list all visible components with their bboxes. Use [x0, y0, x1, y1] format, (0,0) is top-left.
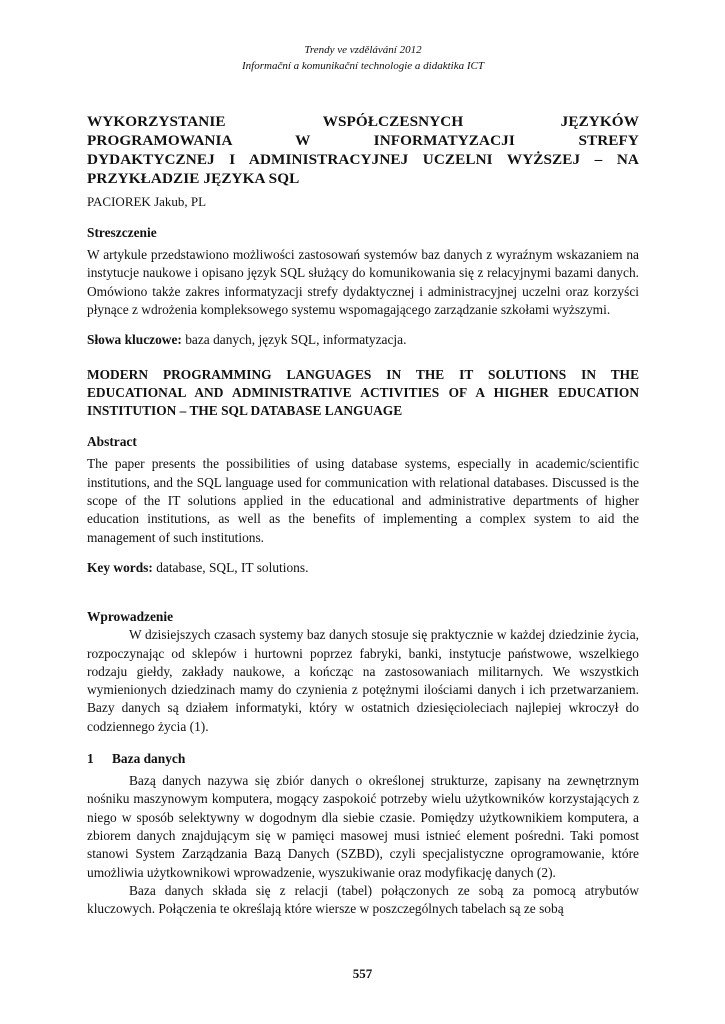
section-1-number: 1 — [87, 751, 94, 767]
slowa-kluczowe-value: baza danych, język SQL, informatyzacja. — [181, 332, 407, 348]
author: PACIOREK Jakub, PL — [87, 194, 207, 209]
key-words — [87, 559, 639, 577]
section-1-heading — [87, 750, 639, 768]
header-line-2: Informační a komunikační technologie a didaktika ICT — [242, 60, 484, 72]
title-line-3: DYDAKTYCZNEJ I ADMINISTRACYJNEJ UCZELNI WYŻSZEJ – NA — [87, 151, 639, 168]
header-line-1: Trendy ve vzdělávání 2012 — [304, 44, 422, 56]
abstract-heading: Abstract — [87, 434, 137, 450]
title-line-2: PROGRAMOWANIA W INFORMATYZACJI STREFY — [87, 132, 639, 149]
wprowadzenie-body: W dzisiejszych czasach systemy baz danych stosuje się praktycznie w każdej dziedzinie życia, rozpoczynając od sklepów i hurtowni poprzez fabryki, banki, instytucje państwowe, wszelkiego rodzaju giełdy, zakłady naukowe, a kończąc na zastosowaniach militarnych. We wszystkich wymienionych dziedzinach mamy do czynienia z potężnymi ilościami danych i ich przetwarzaniem. Bazy danych są działem informatyki, który w ostatnich dziesięcioleciach najlepiej wkroczył do codziennego życia (1). — [87, 627, 639, 734]
streszczenie-heading: Streszczenie — [87, 225, 157, 240]
abstract-body: The paper presents the possibilities of using database systems, especially in academic/scientific institutions, and the SQL language used for communication with relational databases. Discussed is the scope of the IT solutions applied in the educational and administrative departments of higher education institutions, as well as the benefits of implementing a complex system to aid the management of such institutions. — [87, 456, 639, 545]
running-header — [87, 42, 639, 74]
section-1-paragraph-1: Bazą danych nazywa się zbiór danych o określonej strukturze, zapisany na zewnętrznym nośniku maszynowym komputera, mogący zaspokoić potrzeby wielu użytkowników korzystających z niego w sposób selektywny w dogodnym dla siebie czasie. Pomiędzy użytkownikiem komputera, a zbiorem danych znajdującym się w pamięci masowej musi istnieć element pośredni. Taki pomost stanowi System Zarządzania Bazą Danych (SZBD), czyli specjalistyczne oprogramowanie, które umożliwia użytkownikowi wprowadzenie, wyszukiwanie oraz modyfikację danych (2). — [87, 773, 639, 880]
english-title: MODERN PROGRAMMING LANGUAGES IN THE IT SOLUTIONS IN THE EDUCATIONAL AND ADMINISTRATIVE ACTIVITIES OF A HIGHER EDUCATION INSTITUTION – THE SQL DATABASE LANGUAGE — [87, 367, 639, 419]
key-words-value: database, SQL, IT solutions. — [152, 559, 309, 575]
title-line-4: PRZYKŁADZIE JĘZYKA SQL — [87, 170, 300, 187]
section-1-paragraph-2: Baza danych składa się z relacji (tabel) połączonych ze sobą za pomocą atrybutów kluczowych. Połączenia te określają które wiersze w poszczególnych tabelach są ze sobą — [87, 882, 639, 917]
slowa-kluczowe-label: Słowa kluczowe: — [87, 332, 182, 348]
page-number: 557 — [352, 966, 373, 981]
title-line-1: WYKORZYSTANIE WSPÓŁCZESNYCH JĘZYKÓW — [87, 113, 639, 130]
streszczenie-body: W artykule przedstawiono możliwości zastosowań systemów baz danych z wyraźnym wskazaniem na instytucje naukowe i opisano język SQL służący do komunikowania się z relacyjnymi bazami danych. Omówiono także zakres informatyzacji strefy dydaktycznej i administracyjnej uczelni oraz korzyści płynące z wdrożenia kompleksowego systemu wspomagającego zarządzanie szkołami wyższymi. — [87, 247, 639, 317]
key-words-label: Key words: — [87, 559, 153, 575]
slowa-kluczowe — [87, 331, 639, 349]
section-1-title: Baza danych — [112, 751, 186, 767]
wprowadzenie-heading: Wprowadzenie — [87, 609, 174, 625]
paper-title — [87, 112, 639, 188]
paper-page — [87, 0, 639, 918]
